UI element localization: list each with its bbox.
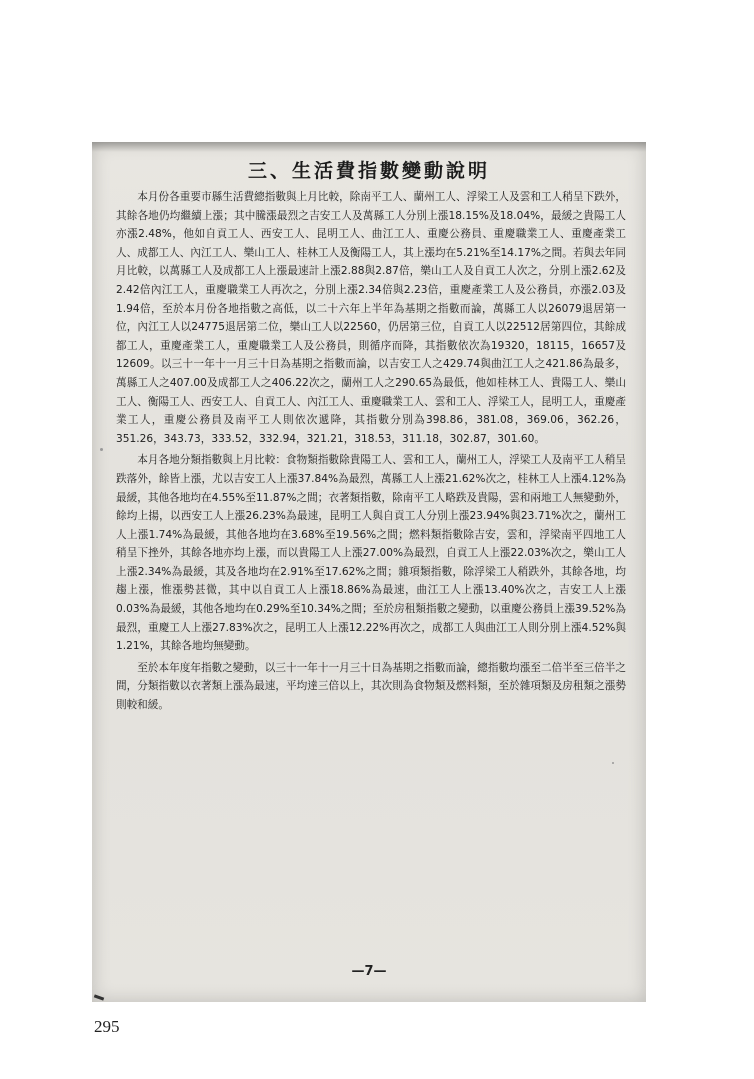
scan-page-number: —7— — [351, 964, 387, 979]
book-page-number: 295 — [94, 1017, 120, 1036]
paragraph-1: 本月份各重要市縣生活費總指數與上月比較，除南平工人、蘭州工人、浮梁工人及雲和工人稍呈下跌外，其餘各地仍均繼續上漲；其中騰漲最烈之吉安工人及萬縣工人分別上漲18.15%及18.04%，最緩之貴陽工人亦漲2.48%，他如自貢工人、西安工人、昆明工人、曲江工人、重慶公務員、重慶職業工人、重慶產業工人、成都工人、內江工人、樂山工人、桂林工人及衡陽工人，其上漲均在5.21%至14.17%之間。若與去年同月比較，以萬縣工人及成都工人上漲最速計上漲2.88與2.87倍，樂山工人及自貢工人次之，分別上漲2.62及2.42倍內江工人，重慶職業工人再次之，分別上漲2.34倍與2.23倍，重慶產業工人及公務員，亦漲2.03及1.94倍，至於本月份各地指數之高低，以二十六年上半年為基期之指數而論，萬縣工人以26079退居第一位，內江工人以24775退居第二位，樂山工人以22560，仍居第三位，自貢工人以22512居第四位，其餘成都工人，重慶產業工人，重慶職業工人及公務員，則循序而降，其指數依次為19320，18115，16657及12609。以三十一年十一月三十日為基期之指數而論，以吉安工人之429.74與曲江工人之421.86為最多，萬縣工人之407.00及成都工人之406.22次之，蘭州工人之290.65為最低，他如桂林工人、貴陽工人、樂山工人、衡陽工人、西安工人、自貢工人、內江工人、重慶職業工人、雲和工人、浮梁工人，昆明工人，重慶產業工人，重慶公務員及南平工人則依次遞降，其指數分別為398.86，381.08，369.06，362.26，351.26，343.73，333.52，332.94，321.21，318.53，311.18，302.87，301.60。 — [116, 191, 626, 445]
page-title: 三、生活費指數變動說明 — [247, 160, 490, 182]
scan-mark — [94, 994, 104, 1000]
paragraph-2: 本月各地分類指數與上月比較：食物類指數除貴陽工人、雲和工人，蘭州工人，浮梁工人及南平工人稍呈跌落外，餘皆上漲，尤以吉安工人上漲37.84%為最烈，萬縣工人上漲21.62%次之，桂林工人上漲4.12%為最緩，其他各地均在4.55%至11.87%之間；衣著類指數，除南平工人略跌及貴陽，雲和兩地工人無變動外，餘均上揚，以西安工人上漲26.23%為最速，昆明工人與自貢工人分別上漲23.94%與23.71%次之，蘭州工人上漲1.74%為最緩，其他各地均在3.68%至19.56%之間；燃料類指數除吉安，雲和，浮梁南平四地工人稍呈下挫外，其餘各地亦均上漲，而以貴陽工人上漲27.00%為最烈，自貢工人上漲22.03%次之，樂山工人上漲2.34%為最緩，其及各地均在2.91%至17.62%之間；雜項類指數，除浮梁工人稍跌外，其餘各地，均趨上漲，惟漲勢甚微，其中以自貢工人上漲18.86%為最速，曲江工人上漲13.40%次之，吉安工人上漲0.03%為最緩，其他各地均在0.29%至10.34%之間；至於房租類指數之變動，以重慶公務員上漲39.52%為最烈，重慶工人上漲27.83%次之，昆明工人上漲12.22%再次之，成都工人與曲江工人則分別上漲4.52%與1.21%，其餘各地均無變動。 — [116, 454, 626, 653]
scanned-page — [92, 142, 646, 1002]
scan-speck — [100, 448, 103, 451]
paragraph-3: 至於本年度年指數之變動，以三十一年十一月三十日為基期之指數而論，總指數均漲至二倍半至三倍半之間，分類指數以衣著類上漲為最速，平均達三倍以上，其次則為食物類及燃料類，至於雜項類及房租類之漲勢則較和緩。 — [116, 661, 626, 712]
scan-speck — [612, 762, 614, 764]
document-body — [116, 188, 626, 718]
